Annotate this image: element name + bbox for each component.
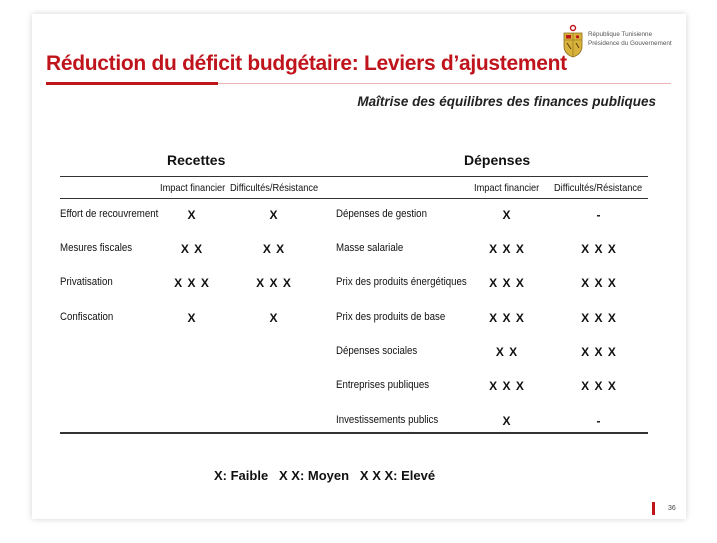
depenses-row-label: Prix des produits de base	[336, 311, 446, 323]
depenses-row-impact: X X X	[489, 379, 525, 393]
recettes-row-difficulte: X	[269, 208, 279, 222]
depenses-row-difficulte: -	[596, 414, 602, 428]
recettes-row-impact: X	[187, 208, 197, 222]
depenses-row-difficulte: X X X	[581, 379, 617, 393]
logo-text	[588, 30, 672, 48]
depenses-row-impact: X X	[495, 345, 519, 359]
recettes-col-difficulte: Difficultés/Résistance	[230, 182, 319, 194]
depenses-row-label: Dépenses sociales	[336, 345, 418, 357]
depenses-row-impact: X X X	[489, 276, 525, 290]
table-top-rule	[60, 176, 648, 177]
depenses-row-label: Investissements publics	[336, 414, 439, 426]
title-underline-accent	[46, 82, 218, 85]
depenses-row-difficulte: X X X	[581, 276, 617, 290]
recettes-title: Recettes	[167, 152, 226, 168]
recettes-row-label: Privatisation	[60, 276, 113, 288]
depenses-row-difficulte: -	[596, 208, 602, 222]
depenses-row-label: Prix des produits énergétiques	[336, 276, 467, 288]
depenses-col-impact: Impact financier	[474, 182, 540, 194]
depenses-row-impact: X X X	[489, 311, 525, 325]
recettes-row-impact: X	[187, 311, 197, 325]
depenses-col-difficulte: Difficultés/Résistance	[554, 182, 643, 194]
depenses-row-label: Masse salariale	[336, 242, 404, 254]
page-number: 36	[668, 505, 676, 512]
slide-subtitle: Maîtrise des équilibres des finances publiques	[357, 94, 656, 109]
depenses-row-difficulte: X X X	[581, 345, 617, 359]
recettes-row-impact: X X X	[174, 276, 210, 290]
recettes-row-impact: X X	[180, 242, 204, 256]
recettes-row-difficulte: X X	[262, 242, 286, 256]
depenses-row-impact: X	[502, 414, 512, 428]
table-bottom-rule	[60, 432, 648, 434]
depenses-row-difficulte: X X X	[581, 242, 617, 256]
recettes-row-label: Effort de recouvrement	[60, 208, 159, 220]
recettes-row-label: Confiscation	[60, 311, 114, 323]
table-header-rule	[60, 198, 648, 199]
depenses-row-impact: X	[502, 208, 512, 222]
page-number-bar	[652, 502, 655, 515]
depenses-row-label: Dépenses de gestion	[336, 208, 427, 220]
government-logo	[562, 24, 672, 58]
recettes-row-difficulte: X X X	[256, 276, 292, 290]
depenses-row-label: Entreprises publiques	[336, 379, 430, 391]
legend: X: Faible X X: Moyen X X X: Elevé	[214, 468, 436, 483]
recettes-col-impact: Impact financier	[160, 182, 226, 194]
slide	[32, 14, 686, 519]
depenses-row-impact: X X X	[489, 242, 525, 256]
logo-line-1: République Tunisienne	[588, 31, 653, 38]
recettes-row-label: Mesures fiscales	[60, 242, 133, 254]
recettes-row-difficulte: X	[269, 311, 279, 325]
slide-title: Réduction du déficit budgétaire: Leviers d’ajustement	[46, 52, 567, 75]
depenses-title: Dépenses	[464, 152, 531, 168]
depenses-row-difficulte: X X X	[581, 311, 617, 325]
logo-line-2: Présidence du Gouvernement	[588, 40, 672, 47]
